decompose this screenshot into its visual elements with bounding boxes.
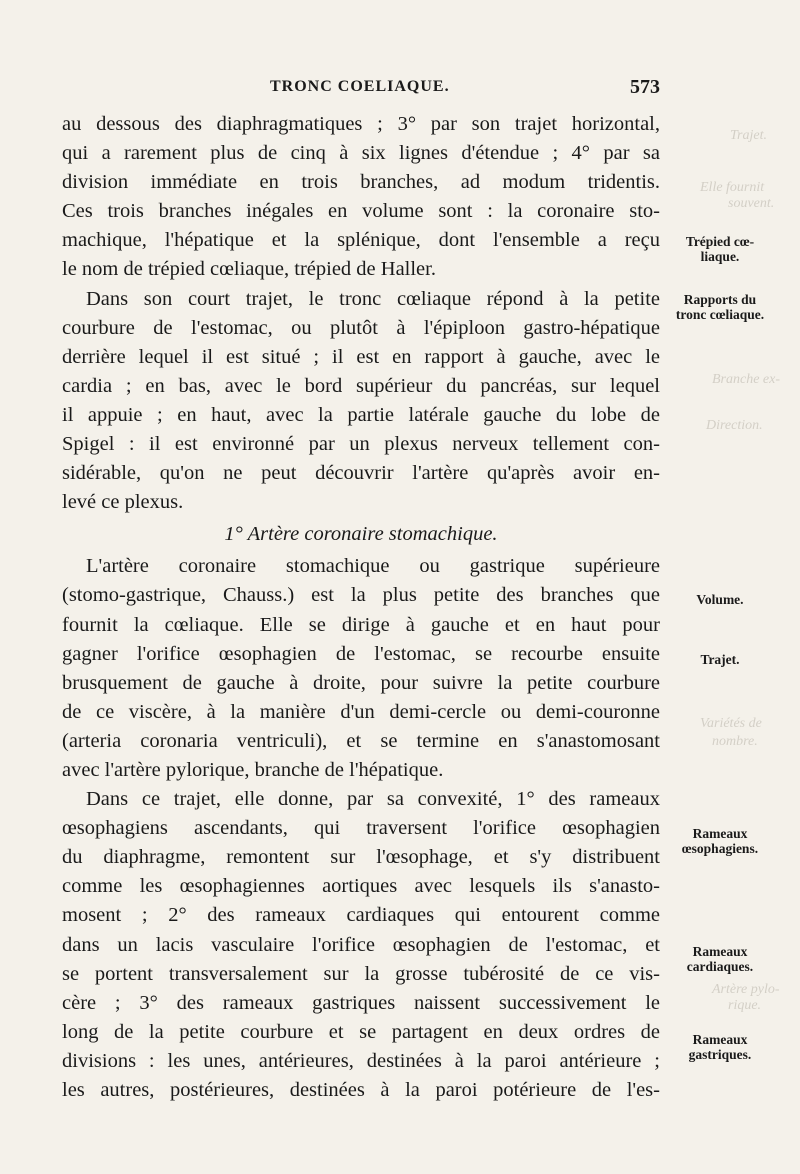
text-line: les autres, postérieures, destinées à la paroi potérieure de l'es-	[62, 1079, 660, 1101]
text-line: qui a rarement plus de cinq à six lignes d'étendue ; 4° par sa	[62, 142, 660, 165]
bleed-through-text: Elle fournit	[700, 180, 765, 195]
text-line: brusquement de gauche à droite, pour suivre la petite courbure	[62, 671, 660, 694]
bleed-through-text: Variétés de	[700, 716, 762, 731]
text-line: courbure de l'estomac, ou plutôt à l'épiploon gastro-hépatique	[62, 316, 660, 339]
text-line: au dessous des diaphragmatiques ; 3° par son trajet horizontal,	[62, 113, 660, 135]
text-line: il appuie ; en haut, avec la partie latérale gauche du lobe de	[62, 403, 660, 426]
bleed-through-text: Trajet.	[730, 128, 767, 143]
bleed-through-text: Artère pylo-	[712, 982, 780, 997]
bleed-through-text: Branche ex-	[712, 372, 781, 387]
text-line: division immédiate en trois branches, ad modum tridentis.	[62, 171, 660, 194]
margin-note-line: Trajet.	[700, 652, 740, 667]
running-head	[62, 76, 662, 102]
text-line: sidérable, qu'on ne peut découvrir l'artère qu'après avoir en-	[62, 462, 660, 485]
margin-note-volume	[664, 592, 776, 607]
margin-note-rameaux-oesophagiens	[664, 826, 776, 856]
text-line: du diaphragme, remontent sur l'œsophage, et s'y distribuent	[62, 846, 660, 869]
text-line: cardia ; en bas, avec le bord supérieur du pancréas, sur lequel	[62, 374, 660, 397]
text-line: Ces trois branches inégales en volume sont : la coronaire sto-	[62, 200, 660, 223]
bleed-through-text: souvent.	[728, 196, 775, 211]
margin-note-line: Volume.	[696, 592, 744, 607]
text-line: le nom de trépied cœliaque, trépied de Haller.	[62, 258, 436, 281]
margin-note-line: gastriques.	[688, 1047, 752, 1062]
margin-note-rameaux-gastriques	[664, 1032, 776, 1062]
text-line: (stomo-gastrique, Chauss.) est la plus petite des branches que	[62, 584, 660, 607]
text-line: Dans ce trajet, elle donne, par sa convexité, 1° des rameaux	[86, 788, 660, 811]
margin-note-trajet	[664, 652, 776, 667]
text-line: long de la petite courbure et se partagent en deux ordres de	[62, 1020, 660, 1043]
running-title: TRONC COELIAQUE.	[270, 78, 450, 95]
text-line: dans un lacis vasculaire l'orifice œsophagien de l'estomac, et	[62, 933, 660, 956]
margin-note-line: œsophagiens.	[681, 841, 759, 856]
text-line: œsophagiens ascendants, qui traversent l'orifice œsophagien	[62, 817, 660, 840]
bleed-through-text: Direction.	[706, 418, 763, 433]
margin-note-line: cardiaques.	[686, 959, 754, 974]
text-line: machique, l'hépatique et la splénique, dont l'ensemble a reçu	[62, 229, 660, 252]
bleed-through-text: nombre.	[712, 734, 758, 749]
body-text	[62, 110, 660, 1105]
margin-note-line: tronc cœliaque.	[675, 307, 765, 322]
text-line: divisions : les unes, antérieures, destinées à la paroi antérieure ;	[62, 1049, 660, 1072]
margin-note-line: Rameaux	[692, 826, 748, 841]
text-line: fournit la cœliaque. Elle se dirige à gauche et en haut pour	[62, 613, 660, 636]
margin-note-tripied	[664, 234, 776, 264]
margin-note-line: Trépied cœ-	[685, 234, 755, 249]
text-line: cère ; 3° des rameaux gastriques naissent successivement le	[62, 991, 660, 1014]
margin-note-rapports	[664, 292, 776, 322]
bleed-through-text: rique.	[728, 998, 762, 1013]
text-line: gagner l'orifice œsophagien de l'estomac, se recourbe ensuite	[62, 642, 660, 665]
text-line: de ce viscère, à la manière d'un demi-cercle ou demi-couronne	[62, 700, 660, 723]
margin-note-line: Rapports du	[683, 292, 757, 307]
margin-note-line: Rameaux	[692, 944, 748, 959]
text-line: levé ce plexus.	[62, 491, 184, 514]
section-heading: 1° Artère coronaire stomachique.	[224, 523, 498, 546]
text-line: (arteria coronaria ventriculi), et se termine en s'anastomosant	[62, 729, 660, 752]
text-line: se portent transversalement sur la grosse tubérosité de ce vis-	[62, 962, 660, 985]
text-line: mosent ; 2° des rameaux cardiaques qui entourent comme	[62, 904, 660, 927]
text-line: derrière lequel il est situé ; il est en rapport à gauche, avec le	[62, 345, 660, 368]
text-line: Dans son court trajet, le tronc cœliaque répond à la petite	[86, 287, 660, 310]
margin-note-line: liaque.	[700, 249, 740, 264]
text-line: L'artère coronaire stomachique ou gastrique supérieure	[86, 555, 660, 578]
margin-note-rameaux-cardiaques	[664, 944, 776, 974]
text-line: avec l'artère pylorique, branche de l'hépatique.	[62, 758, 444, 781]
text-line: comme les œsophagiennes aortiques avec lesquels ils s'anasto-	[62, 875, 660, 898]
text-line: Spigel : il est environné par un plexus nerveux tellement con-	[62, 433, 660, 456]
page-number: 573	[630, 76, 660, 98]
margin-note-line: Rameaux	[692, 1032, 748, 1047]
